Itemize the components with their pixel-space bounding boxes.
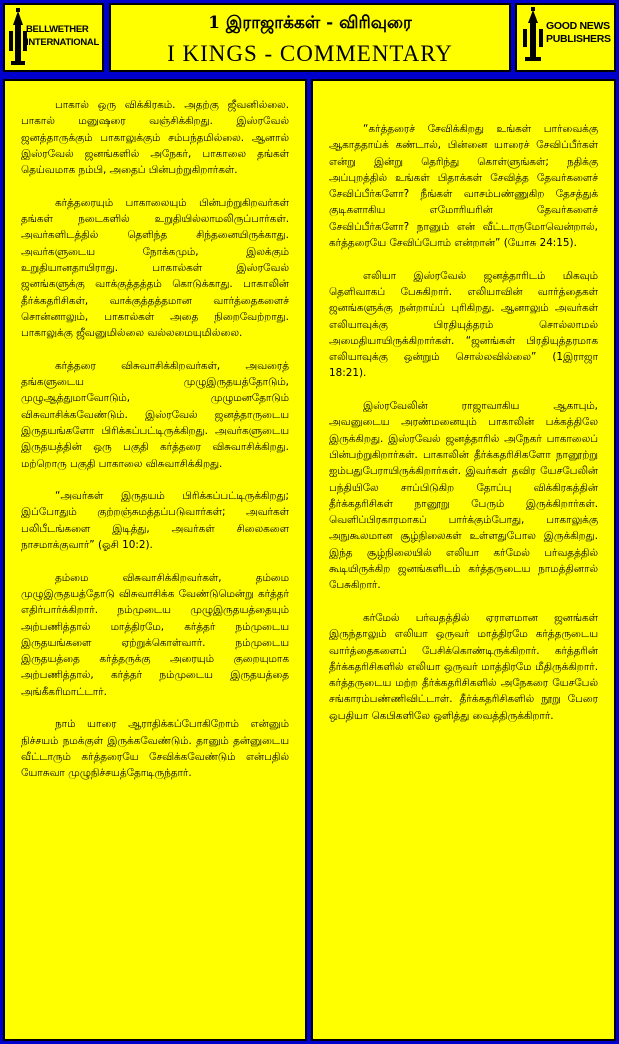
paragraph: கர்மேல் பர்வதத்தில் ஏராளமான ஜனங்கள் இருந்தாலும் எலியா ஒருவர் மாத்திரமே கர்த்தருடைய வார்த்தைகளைப் பேசிக்கொண்டிருக்கிறார். கர்த்தரின் தீர்க்கதரிசிகளில் எலியா ஒருவர் மாத்திரமே மீதிருக்கிறார். கர்த்தருடைய மற்ற தீர்க்கதரிசிகளில் அநேகரை யேசபேல் சங்காரம்பண்ணிவிட்டாள். தீர்க்கதரிசிகளில் நூறு பேரை ஒபதியா கெபிகளிலே ஒளித்து வைத்திருக்கிறார். <box>329 611 598 722</box>
right-logo-line2: PUBLISHERS <box>546 33 611 45</box>
paragraph: கர்த்தரை விசுவாசிக்கிறவர்கள், அவரைத் தங்களுடைய முழுஇருதயத்தோடும், முழுஆத்துமாவோடும், முழுமனதோடும் விசுவாசிக்கவேண்டும். இஸ்ரவேல் ஜனத்தாருடைய இருதயங்களோ பிரிக்கப்பட்டிருக்கிறது. அவர்களுடைய இருதயத்தின் ஒரு பகுதி கர்த்தரை விசுவாசிக்கிறது. மற்றொரு பகுதி பாகாலை விசுவாசிக்கிறது. <box>21 359 289 470</box>
right-column <box>311 79 616 1041</box>
good-news-logo <box>515 3 616 72</box>
paragraph: கர்த்தரையும் பாகாலையும் பின்பற்றுகிறவர்கள் தங்கள் நடைகளில் உறுதியில்லாமலிருப்பார்கள். அவர்களிடத்தில் தெளிந்த சிந்தனையிருக்காது. அவர்களுடைய நோக்கமும், இலக்கும் உறுதியானதாயிராது. பாகால்கள் இஸ்ரவேல் ஜனங்களுக்கு வாக்குத்தத்தம் கொடுக்காது. பாகாலின் தீர்க்கதரிசிகள், வாக்குத்தத்தமான வார்த்தைகளைச் சொன்னாலும், பாகால்கள் அதை நிறைவேற்றாது. பாகாலுக்கு ஜீவனுமில்லை வல்லமையுமில்லை. <box>21 196 289 340</box>
right-logo-line1: GOOD NEWS <box>546 20 610 32</box>
page-title-english: I KINGS - COMMENTARY <box>167 41 453 66</box>
header-bar <box>0 0 619 76</box>
scripture-quote: “கர்த்தரைச் சேவிக்கிறது உங்கள் பார்வைக்கு ஆகாததாய்க் கண்டால், பின்னை யாரைச் சேவிப்பீர்கள் என்று இன்று தெரிந்து கொள்ளுங்கள்; நதிக்கு அப்புறத்தில் உங்கள் பிதாக்கள் சேவித்த தேவர்களைச் சேவிப்பீர்களோ? நீங்கள் வாசம்பண்ணுகிற தேசத்துக் குடிகளாகிய எமோரியரின் தேவர்களைச் சேவிப்பீர்களோ? நானும் என் வீட்டாருமோவென்றால், கர்த்தரையே சேவிப்போம் என்றான்” (யோசு 24:15). <box>329 123 598 250</box>
title-box <box>109 3 511 72</box>
bellwether-logo <box>3 3 104 72</box>
left-logo-line1: BELLWETHER <box>26 24 89 35</box>
scripture-quote: “அவர்கள் இருதயம் பிரிக்கப்பட்டிருக்கிறது; இப்போதும் குற்றஞ்சுமத்தப்படுவார்கள்; அவர்கள் பலிபீடங்களை இடித்து, அவர்கள் சிலைகளை நாசமாக்குவார்” (ஓசி 10:2). <box>21 490 289 552</box>
paragraph: தம்மை விசுவாசிக்கிறவர்கள், தம்மை முழுஇருதயத்தோடு விசுவாசிக்க வேண்டுமென்று கர்த்தர் எதிர்பார்க்கிறார். நம்முடைய முழுஇருதயத்தையும் அற்பணித்தால் மாத்திரமே, கர்த்தர் நம்முடைய இருதயங்களை ஏற்றுக்கொள்வார். நம்முடைய இருதயத்தை கர்த்தருக்கு அரையும் குறையுமாக அற்பணித்தால், கர்த்தர் நம்முடைய இருதயத்தை அங்கீகரிமாட்டார். <box>21 571 289 698</box>
page-title-tamil: 1 இராஜாக்கள் - விரிவுரை <box>208 13 412 33</box>
left-logo-line2: INTERNATIONAL <box>26 37 99 48</box>
left-column <box>3 79 307 1041</box>
paragraph: பாகால் ஒரு விக்கிரகம். அதற்கு ஜீவனில்லை. பாகால் மனுஷரை வஞ்சிக்கிறது. இஸ்ரவேல் ஜனத்தாருக்கும் பாகாலுக்கும் சம்பந்தமில்லை. ஆனால் இஸ்ரவேல் ஜனங்களில் அநேகர், பாகாலை தங்கள் தெய்வமாக நம்பி, அதைப் பின்பற்றுகிறார்கள். <box>21 99 289 177</box>
paragraph: நாம் யாரை ஆராதிக்கப்போகிறோம் என்னும் நிச்சயம் நமக்குள் இருக்கவேண்டும். தானும் தன்னுடைய வீட்டாரும் கர்த்தரையே சேவிக்கவேண்டும் என்பதில் யோசுவா முழுநிச்சயத்தோடிருந்தார். <box>21 718 289 780</box>
paragraph: எலியா இஸ்ரவேல் ஜனத்தாரிடம் மிகவும் தெளிவாகப் பேசுகிறார். எலியாவின் வார்த்தைகள் ஜனங்களுக்கு நன்றாய்ப் புரிகிறது. ஆனாலும் அவர்கள் எலியாவுக்கு பிரதியுத்தரம் சொல்லாமல் அமைதியாயிருக்கிறார்கள். “ஜனங்கள் பிரதியுத்தரமாக எலியாவுக்கு ஒன்றும் சொல்லவில்லை” (1இராஜா 18:21). <box>329 269 598 380</box>
paragraph: இஸ்ரவேலின் ராஜாவாகிய ஆகாபும், அவனுடைய அரண்மனையும் பாகாலின் பக்கத்திலே இருக்கிறது. இஸ்ரவேல் ஜனத்தாரில் அநேகர் பாகாலைப் பின்பற்றுகிறார்கள். பாகாலின் தீர்க்கதரிசிகளோ நானூற்று ஐம்பதுபேராயிருக்கிறார்கள். இவர்கள் தவிர யேசபேலின் பந்தியிலே சாப்பிடுகிற தோப்பு விக்கிரகத்தின் தீர்க்கதரிசிகள் நானூறு பேரும் இருக்கிறார்கள். வெளிப்பிரகாரமாகப் பார்க்கும்போது, பாகாலுக்கு அநுகூலமான சூழ்நிலைகள் உள்ளதுபோல இருக்கிறது. இந்த சூழ்நிலையில் எலியா கர்மேல் பர்வதத்தில் கூடியிருக்கிற ஜனங்களிடம் கர்த்தருடைய நாமத்தினால் பேசுகிறார். <box>329 400 598 592</box>
